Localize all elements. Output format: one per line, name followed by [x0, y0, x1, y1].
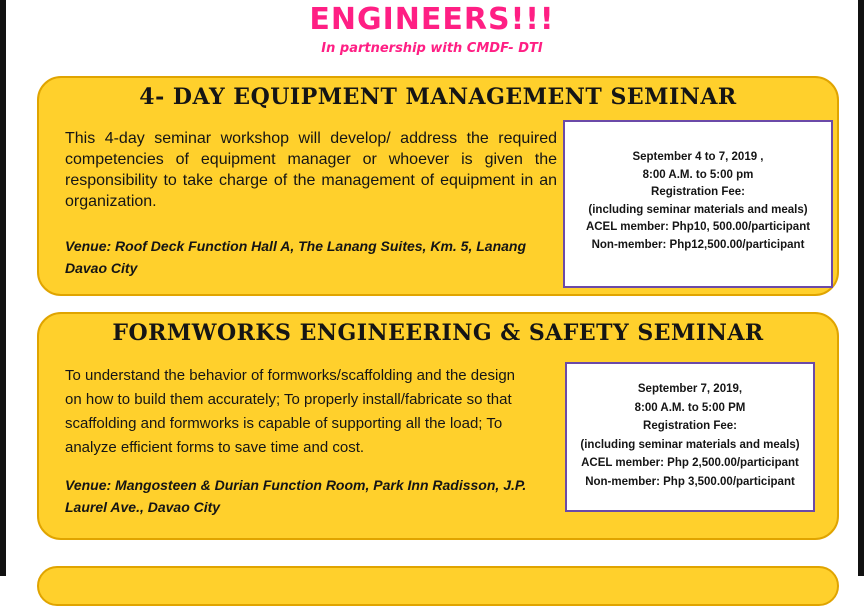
seminar-venue: Venue: Roof Deck Function Hall A, The Lanang Suites, Km. 5, Lanang Davao City	[65, 238, 527, 276]
fee-label: Registration Fee:	[651, 186, 745, 198]
seminar-details-box	[565, 362, 815, 512]
scan-edge-left	[0, 0, 6, 576]
fee-label: Registration Fee:	[643, 420, 737, 432]
seminar-time: 8:00 A.M. to 5:00 pm	[642, 168, 754, 181]
seminar-title: FORMWORKS ENGINEERING & SAFETY SEMINAR	[112, 320, 764, 346]
page-title: ENGINEERS!!!	[309, 2, 555, 37]
member-fee: ACEL member: Php 2,500.00/participant	[581, 457, 799, 469]
seminar-card-formworks-safety	[37, 312, 839, 540]
seminar-details-box	[563, 120, 833, 288]
seminar-time: 8:00 A.M. to 5:00 PM	[634, 401, 746, 414]
seminar-title: 4- DAY EQUIPMENT MANAGEMENT SEMINAR	[139, 84, 737, 110]
seminar-card-equipment-management	[37, 76, 839, 296]
nonmember-fee: Non-member: Php 3,500.00/participant	[585, 475, 795, 488]
seminar-date: September 7, 2019,	[637, 383, 743, 395]
nonmember-fee: Non-member: Php12,500.00/participant	[591, 238, 805, 251]
seminar-card-partial	[37, 566, 839, 606]
seminar-date: September 4 to 7, 2019 ,	[632, 151, 764, 163]
seminar-description: This 4-day seminar workshop will develop/ address the required competencies of equipment manager or whoever is given the responsibility to take charge of the management of equipment in an organization.	[65, 130, 557, 210]
seminar-venue: Venue: Mangosteen & Durian Function Room, Park Inn Radisson, J.P. Laurel Ave., Davao City	[65, 477, 527, 515]
fee-note: (including seminar materials and meals)	[588, 203, 808, 216]
fee-note: (including seminar materials and meals)	[580, 438, 800, 451]
seminar-description: To understand the behavior of formworks/scaffolding and the design on how to build them accurately; To properly install/fabricate so that scaffolding and formworks is capable of supporting all the load; To analyze efficient forms to save time and cost.	[65, 367, 515, 456]
member-fee: ACEL member: Php10, 500.00/participant	[585, 221, 811, 233]
partnership-subtitle: In partnership with CMDF- DTI	[321, 41, 543, 56]
scan-edge-right	[858, 0, 864, 576]
